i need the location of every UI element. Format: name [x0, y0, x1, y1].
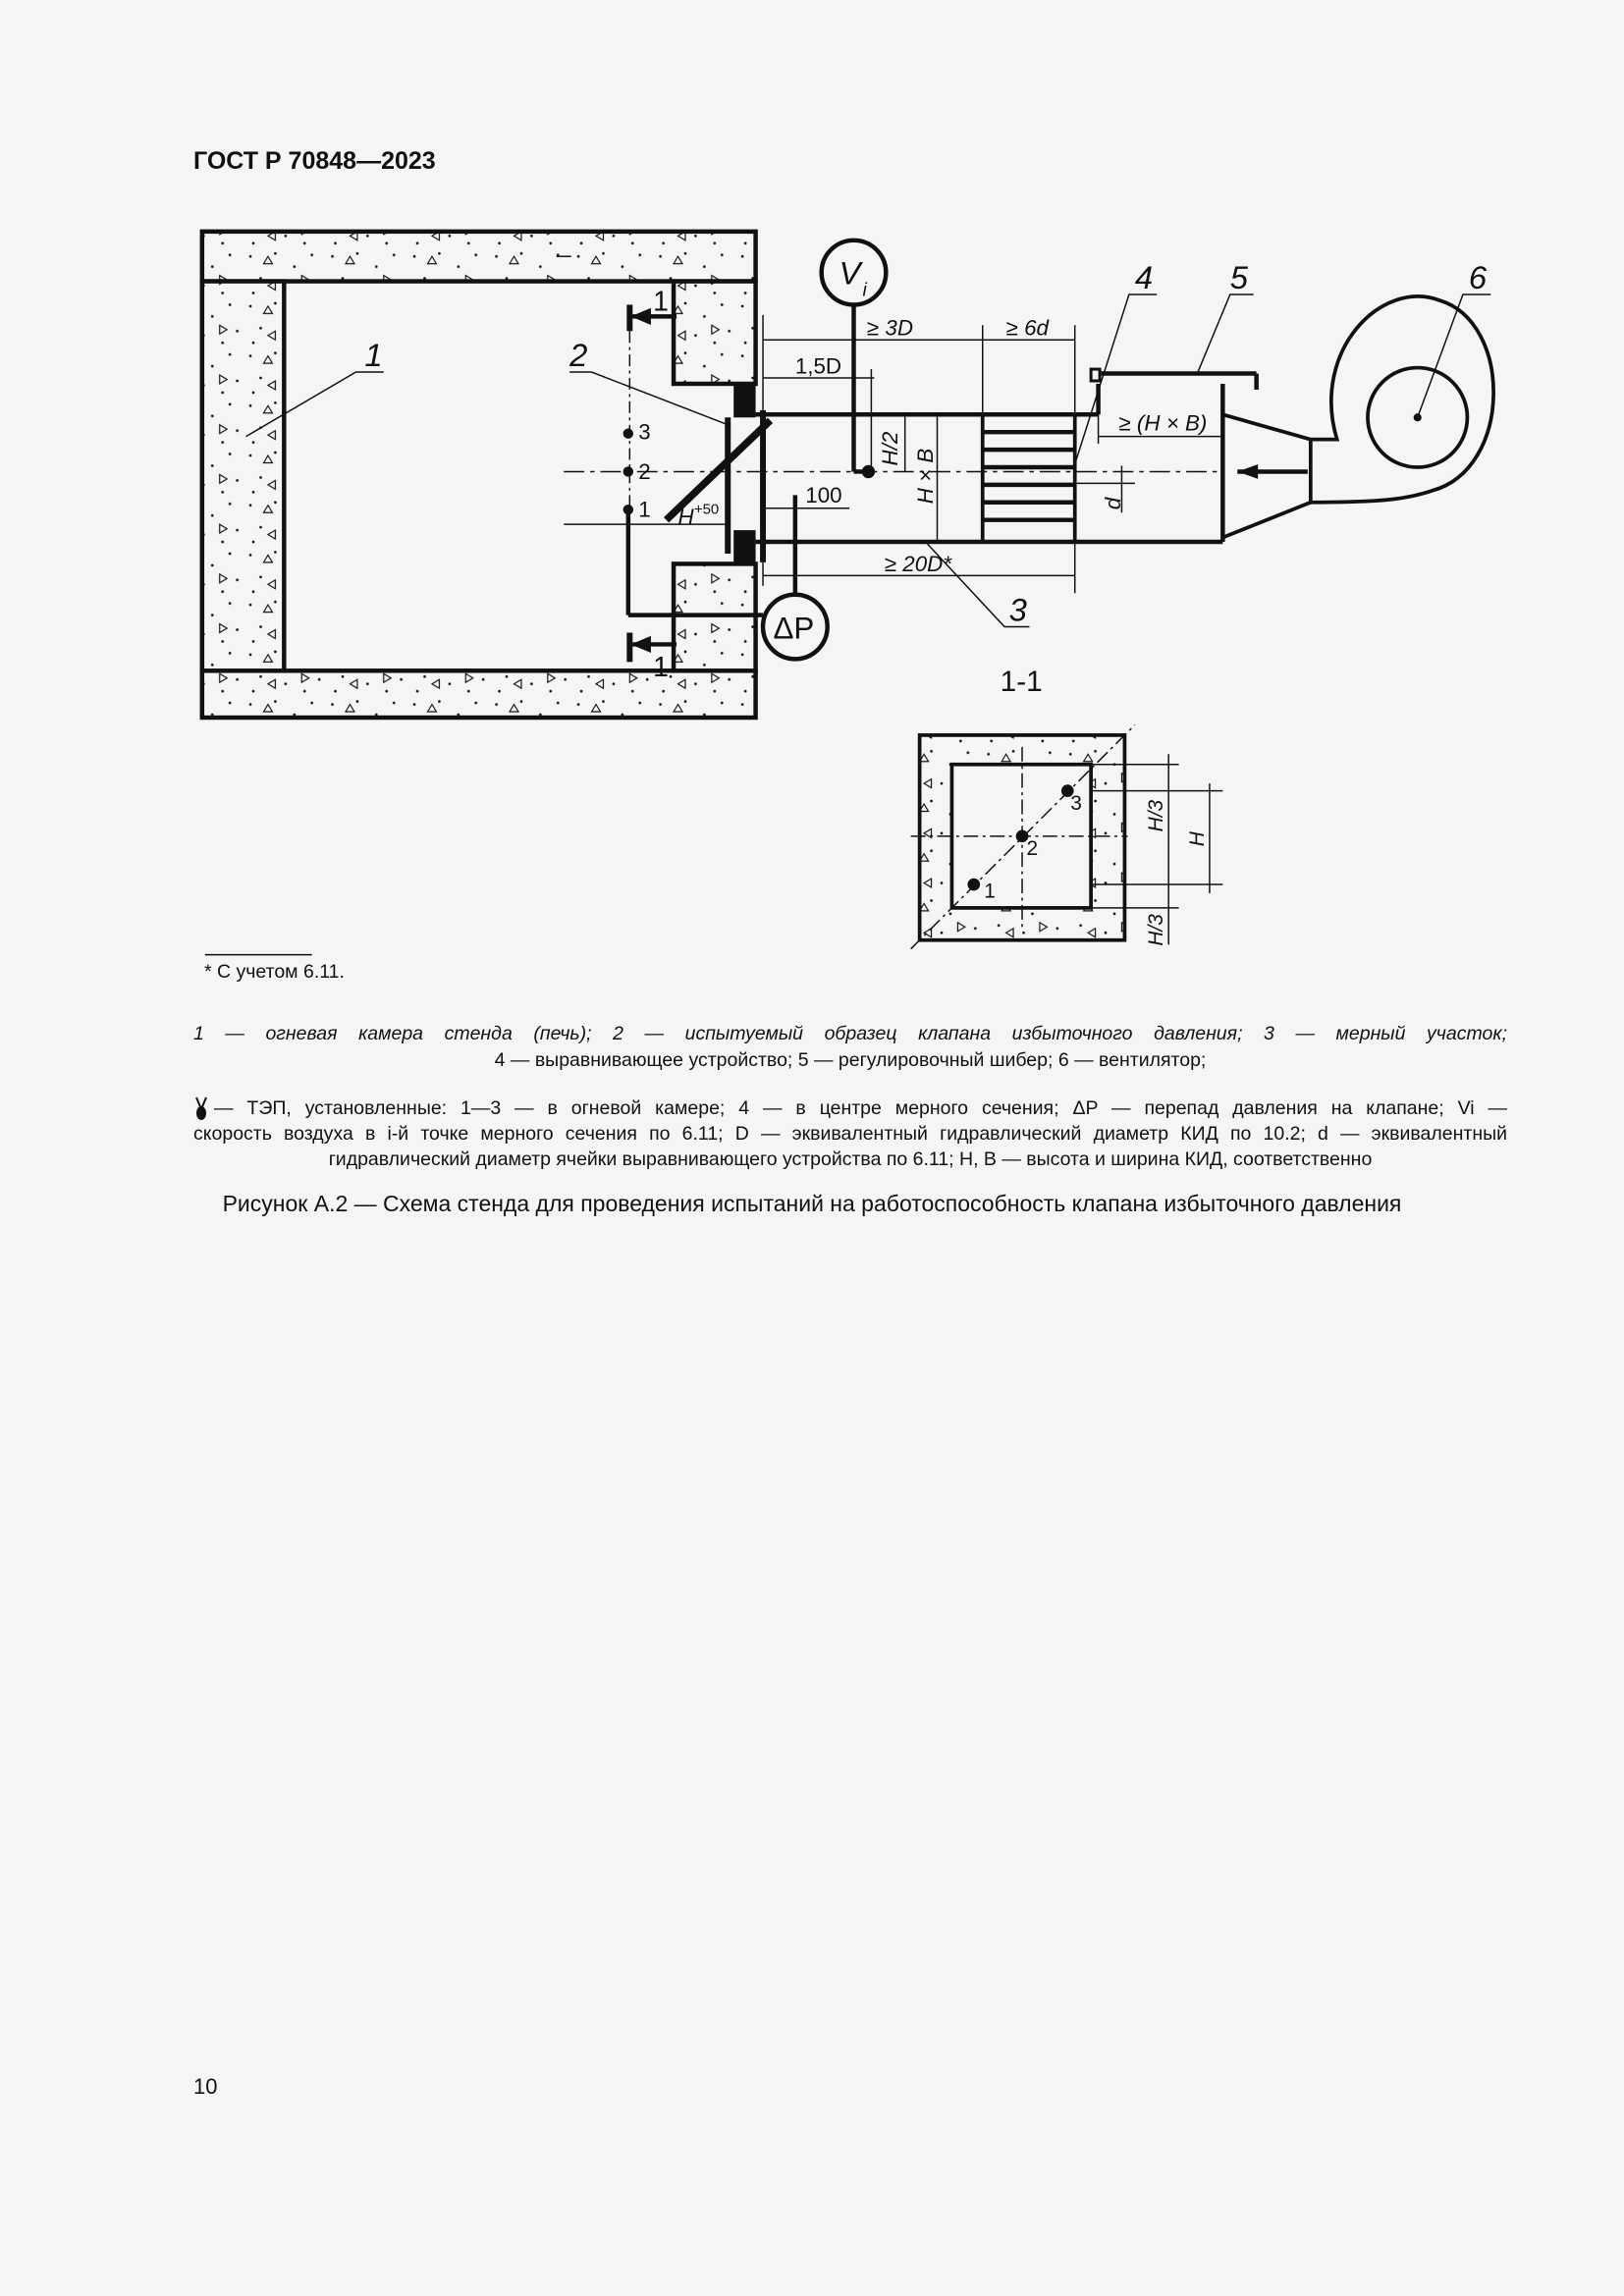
section-point-1: 1: [984, 880, 996, 903]
footnote: * С учетом 6.11.: [204, 961, 345, 983]
fan: [1222, 296, 1493, 538]
flow-arrow-head: [1237, 464, 1258, 479]
velocity-label-sub: i: [862, 279, 867, 301]
callout-5: 5: [1229, 259, 1249, 296]
dim-HxB: H × B: [913, 448, 939, 505]
dim-20D: ≥ 20D*: [884, 551, 952, 576]
section-label-top: 1: [653, 286, 669, 318]
document-header: ГОСТ Р 70848—2023: [193, 147, 436, 175]
dim-100: 100: [805, 482, 842, 507]
dim-H50-tolerance: +50: [693, 502, 720, 518]
legend-line-2: 4 — выравнивающее устройство; 5 — регулировочный шибер; 6 — вентилятор;: [494, 1049, 1207, 1071]
section-mark-top: [629, 304, 677, 527]
legend-line-1: 1 — огневая камера стенда (печь); 2 — испытуемый образец клапана избыточного давления; 3 — мерный участок;: [193, 1023, 1507, 1044]
pressure-label: ΔP: [773, 611, 815, 646]
callout-6: 6: [1468, 259, 1488, 296]
dim-HxB-area: ≥ (H × B): [1118, 410, 1208, 436]
dim-H2: H/2: [878, 431, 903, 466]
dim-3D: ≥ 3D: [866, 315, 914, 341]
section-view: [911, 724, 1135, 948]
point-label-2: 2: [638, 458, 651, 484]
dim-d: d: [1100, 497, 1125, 510]
damper: [1091, 369, 1257, 390]
callout-1: 1: [364, 337, 383, 374]
point-label-3: 3: [638, 419, 651, 445]
section-label-bottom: 1: [653, 652, 669, 684]
point-label-1: 1: [638, 497, 651, 522]
callout-2: 2: [569, 337, 588, 374]
section-point-3: 3: [1070, 791, 1082, 815]
dim-1-5D: 1,5D: [794, 353, 842, 379]
thermocouple-icon: [193, 1095, 209, 1121]
section-dim-H3-bottom: H/3: [1145, 914, 1168, 946]
flange-top: [733, 384, 755, 417]
legend-line-3: — ТЭП, установленные: 1—3 — в огневой камере; 4 — в центре мерного сечения; ΔP — перепад давления на клапане; Vi —: [214, 1097, 1507, 1119]
section-title: 1-1: [1000, 666, 1043, 699]
callout-leaders: [246, 294, 1491, 627]
section-dim-H3-top: H/3: [1145, 799, 1168, 832]
flange-bottom: [733, 530, 755, 563]
section-dim-H: H: [1185, 831, 1209, 847]
callout-3: 3: [1008, 591, 1027, 628]
legend-line-5: гидравлический диаметр ячейки выравнивающего устройства по 6.11; H, B — высота и ширина КИД, соответственно: [328, 1148, 1373, 1170]
page-number: 10: [193, 2074, 218, 2099]
velocity-label: V: [839, 254, 861, 292]
flow-straightener: [983, 414, 1075, 542]
dim-H50: H: [677, 505, 694, 530]
callout-4: 4: [1134, 259, 1154, 296]
dim-6d: ≥ 6d: [1005, 315, 1049, 341]
section-point-2: 2: [1026, 837, 1039, 861]
legend-line-4: скорость воздуха в i-й точке мерного сечения по 6.11; D — эквивалентный гидравлический диаметр КИД по 10.2; d — эквивалентный: [193, 1123, 1507, 1145]
figure-caption: Рисунок А.2 — Схема стенда для проведения испытаний на работоспособность клапана избыточного давления: [222, 1191, 1402, 1216]
